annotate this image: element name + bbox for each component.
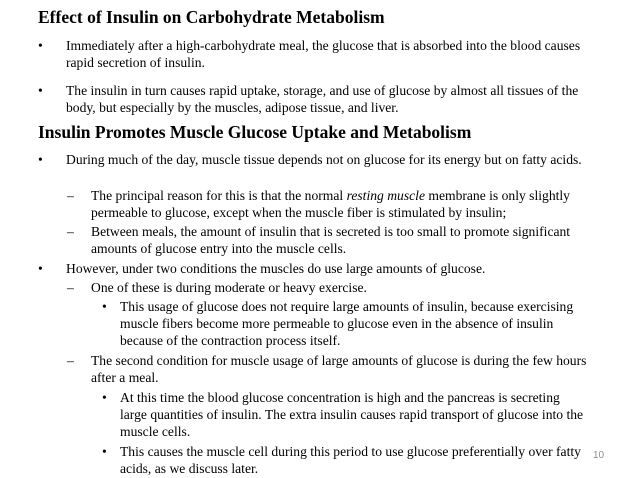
bullet-marker: • [38,83,43,98]
sub-bullet-item [67,352,603,386]
bullet-item [38,151,606,168]
bullet-text: During much of the day, muscle tissue depends not on glucose for its energy but on fatty acids. [66,152,582,167]
sub-bullet-text: The principal reason for this is that the normal resting muscle membrane is only slightly permeable to glucose, except when the muscle fiber is stimulated by insulin; [91,188,570,220]
sub-bullet-item [67,223,603,257]
sub-sub-bullet-item [102,298,585,349]
bullet-marker: • [38,38,43,53]
sub-bullet-text: One of these is during moderate or heavy exercise. [91,280,367,295]
sub-bullet-text: Between meals, the amount of insulin that is secreted is too small to promote significant amounts of glucose entry into the muscle cells. [91,224,571,256]
section-heading-muscle-glucose-uptake: Insulin Promotes Muscle Glucose Uptake and Metabolism [38,122,472,142]
sub-bullet-text: The second condition for muscle usage of large amounts of glucose is during the few hours after a meal. [91,353,587,385]
bullet-item [38,260,606,277]
dash-marker: – [67,353,74,368]
bullet-item [38,37,606,71]
resting-muscle-emphasis: resting muscle [346,188,425,203]
sub-sub-bullet-text: This causes the muscle cell during this period to use glucose preferentially over fatty acids, as we discuss later. [120,444,581,476]
dash-marker: – [67,188,74,203]
bullet-marker: • [102,299,107,314]
sub-sub-bullet-text: This usage of glucose does not require large amounts of insulin, because exercising muscle fibers become more permeable to glucose even in the absence of insulin because of the contraction process itself. [120,299,574,348]
bullet-marker: • [38,152,43,167]
sub-bullet-item [67,187,603,221]
sub-bullet-item [67,279,603,296]
sub-sub-bullet-item [102,389,585,440]
bullet-marker: • [38,261,43,276]
bullet-marker: • [102,390,107,405]
bullet-text: Immediately after a high-carbohydrate meal, the glucose that is absorbed into the blood causes rapid secretion of insulin. [66,38,581,70]
bullet-marker: • [102,444,107,459]
dash-marker: – [67,280,74,295]
bullet-item [38,82,606,116]
dash-marker: – [67,224,74,239]
section-heading-effect-of-insulin: Effect of Insulin on Carbohydrate Metabolism [38,7,385,27]
page-number: 10 [593,450,605,461]
bullet-text: The insulin in turn causes rapid uptake, storage, and use of glucose by almost all tissues of the body, but especially by the muscles, adipose tissue, and liver. [66,83,579,115]
sub-sub-bullet-item [102,443,585,477]
bullet-text: However, under two conditions the muscles do use large amounts of glucose. [66,261,486,276]
sub-sub-bullet-text: At this time the blood glucose concentration is high and the pancreas is secreting large quantities of insulin. The extra insulin causes rapid transport of glucose into the muscle cells. [120,390,584,439]
